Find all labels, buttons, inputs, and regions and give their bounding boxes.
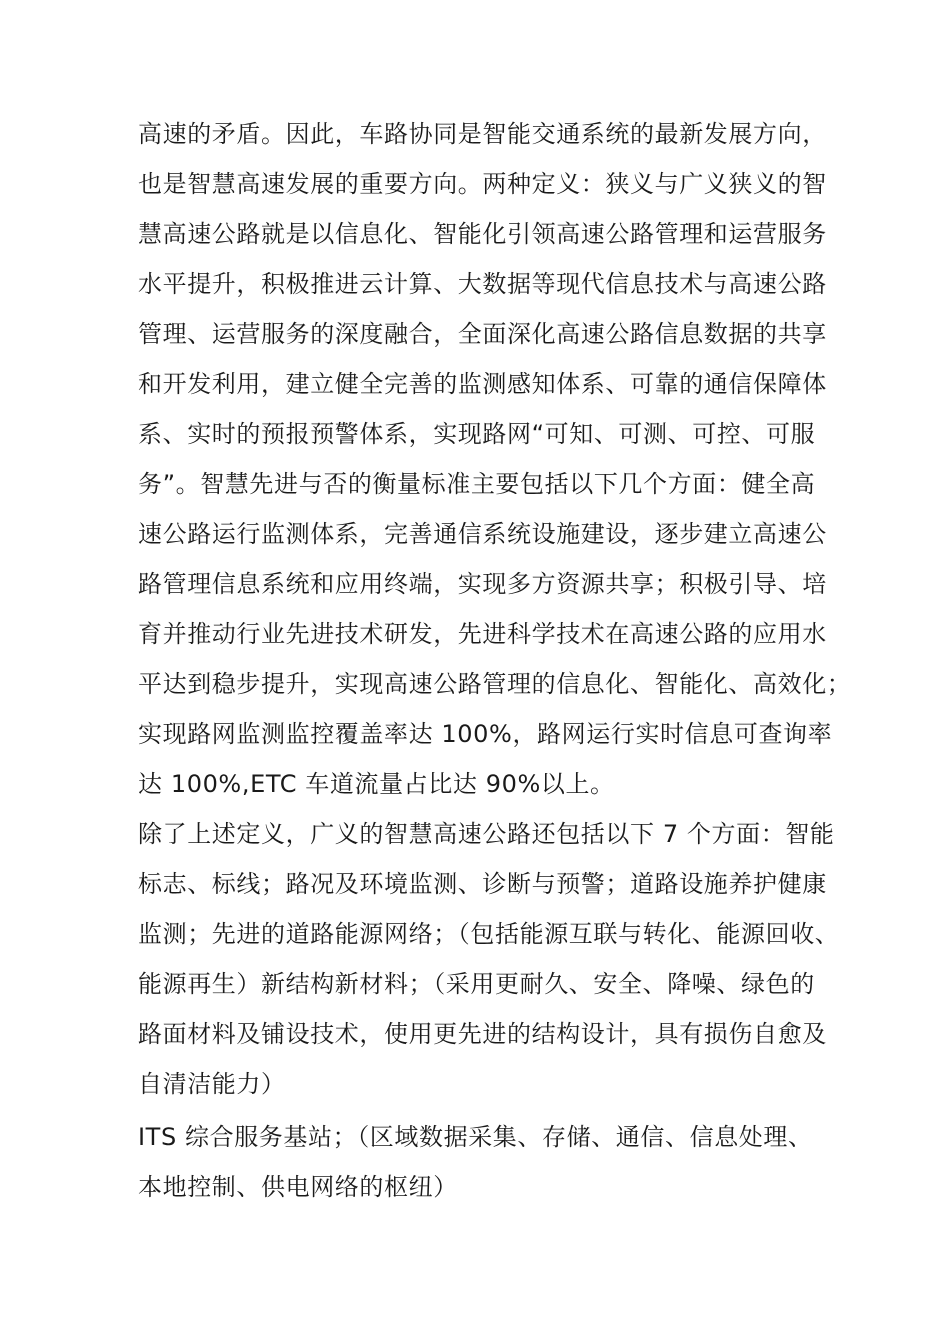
paragraph-smart-highway-definition bbox=[138, 109, 851, 809]
text-line: 速公路运行监测体系，完善通信系统设施建设，逐步建立高速公 bbox=[138, 520, 827, 548]
text-line: 平达到稳步提升，实现高速公路管理的信息化、智能化、高效化； bbox=[138, 670, 852, 698]
text-line: ITS 综合服务基站；（区域数据采集、存储、通信、信息处理、 bbox=[138, 1123, 813, 1151]
text-line: 路管理信息系统和应用终端，实现多方资源共享；积极引导、培 bbox=[138, 570, 827, 598]
text-line: 水平提升，积极推进云计算、大数据等现代信息技术与高速公路 bbox=[138, 270, 827, 298]
text-line: 本地控制、供电网络的枢纽） bbox=[138, 1173, 458, 1201]
text-line: 标志、标线；路况及环境监测、诊断与预警；道路设施养护健康 bbox=[138, 870, 827, 898]
text-line: 务”。智慧先进与否的衡量标准主要包括以下几个方面：健全高 bbox=[138, 470, 816, 498]
text-line: 育并推动行业先进技术研发，先进科学技术在高速公路的应用水 bbox=[138, 620, 827, 648]
text-line: 系、实时的预报预警体系，实现路网“可知、可测、可控、可服 bbox=[138, 420, 816, 448]
text-line: 除了上述定义，广义的智慧高速公路还包括以下 7 个方面：智能 bbox=[138, 820, 835, 848]
paragraph-broad-definition bbox=[138, 809, 839, 1109]
text-line: 路面材料及铺设技术，使用更先进的结构设计，具有损伤自愈及 bbox=[138, 1020, 827, 1048]
text-line: 自清洁能力） bbox=[138, 1070, 286, 1098]
text-line: 高速的矛盾。因此，车路协同是智能交通系统的最新发展方向， bbox=[138, 120, 827, 148]
text-line: 能源再生）新结构新材料；（采用更耐久、安全、降噪、绿色的 bbox=[138, 970, 815, 998]
text-line: 实现路网监测监控覆盖率达 100%，路网运行实时信息可查询率 bbox=[138, 720, 833, 748]
paragraph-its-base-station bbox=[138, 1112, 813, 1212]
text-line: 管理、运营服务的深度融合，全面深化高速公路信息数据的共享 bbox=[138, 320, 827, 348]
text-line: 慧高速公路就是以信息化、智能化引领高速公路管理和运营服务 bbox=[138, 220, 827, 248]
text-line: 和开发利用，建立健全完善的监测感知体系、可靠的通信保障体 bbox=[138, 370, 827, 398]
text-line: 达 100%,ETC 车道流量占比达 90%以上。 bbox=[138, 770, 615, 798]
text-line: 也是智慧高速发展的重要方向。两种定义：狭义与广义狭义的智 bbox=[138, 170, 827, 198]
text-line: 监测；先进的道路能源网络；（包括能源互联与转化、能源回收、 bbox=[138, 920, 840, 948]
